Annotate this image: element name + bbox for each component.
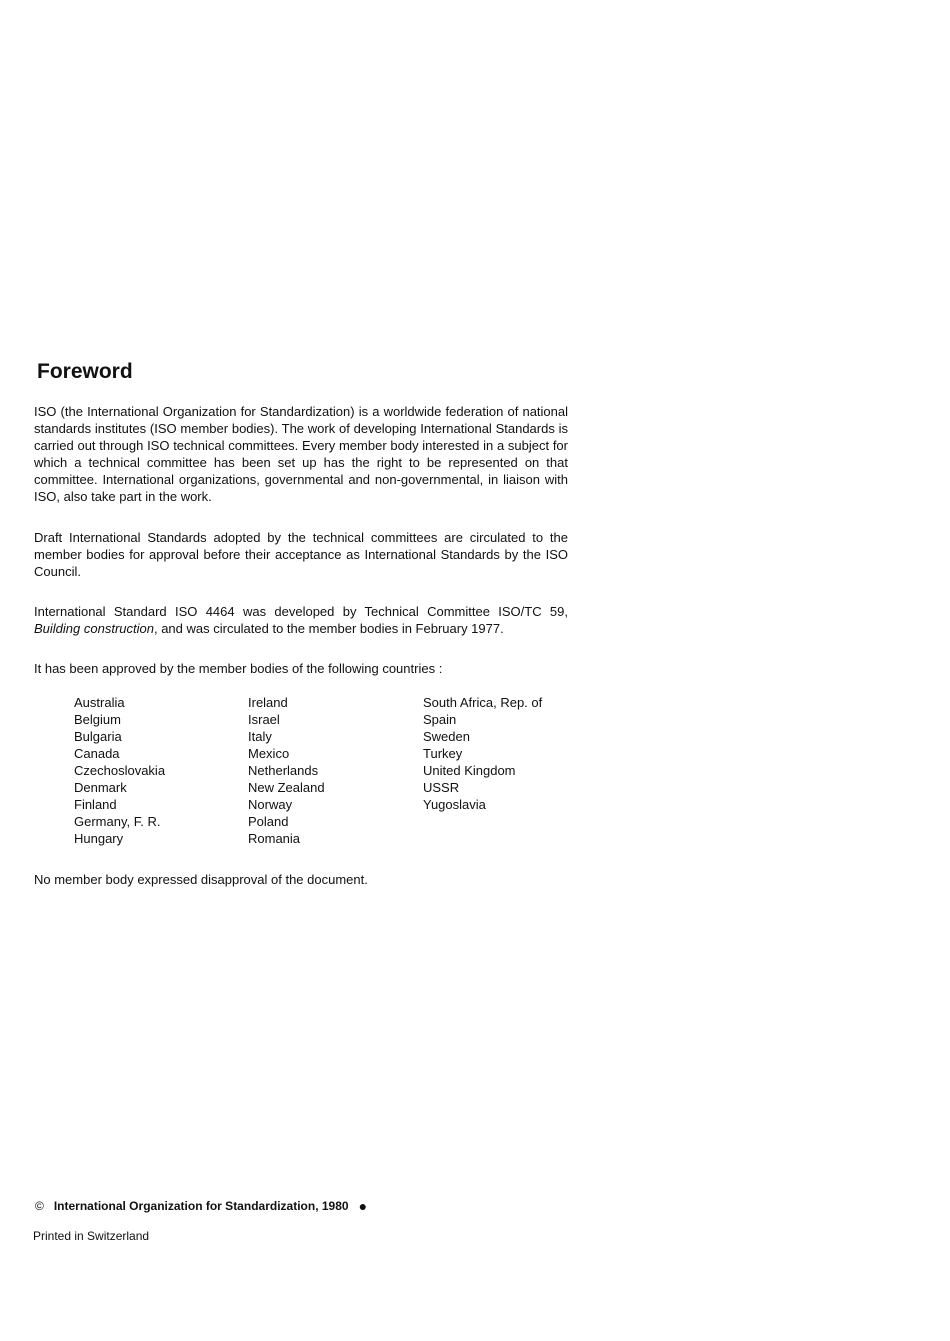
country-column-2: [248, 694, 423, 847]
list-item: Belgium: [74, 712, 121, 727]
list-item: South Africa, Rep. of: [423, 695, 543, 710]
list-item: New Zealand: [248, 780, 325, 795]
list-item: Mexico: [248, 746, 290, 761]
paragraph-draft-standards: Draft International Standards adopted by the technical committees are circulated to the member bodies for approval before their acceptance as International Standards by the ISO Council.: [34, 530, 568, 579]
list-item: Yugoslavia: [423, 797, 486, 812]
list-item: Finland: [74, 797, 117, 812]
paragraph-standard-start: International Standard ISO 4464 was developed by Technical Committee ISO/TC 59,: [34, 604, 568, 619]
disapproval-note: No member body expressed disapproval of the document.: [34, 872, 368, 887]
paragraph-iso-intro: ISO (the International Organization for Standardization) is a worldwide federation of national standards institutes (ISO member bodies). The work of developing International Standards is carried out through ISO technical committees. Every member body interested in a subject for which a technical committee has been set up has the right to be represented on that committee. International organizations, governmental and non-governmental, in liaison with ISO, also take part in the work.: [34, 404, 568, 504]
list-item: Denmark: [74, 780, 127, 795]
page-title: Foreword: [37, 360, 133, 383]
copyright-symbol: ©: [35, 1199, 44, 1213]
list-item: Germany, F. R.: [74, 814, 161, 829]
list-item: Turkey: [423, 746, 463, 761]
bullet-icon: ●: [358, 1198, 368, 1214]
list-item: Israel: [248, 712, 280, 727]
list-item: Canada: [74, 746, 120, 761]
list-item: Sweden: [423, 729, 470, 744]
paragraph-standard-development: [34, 603, 568, 637]
copyright-text: International Organization for Standardization, 1980: [53, 1199, 349, 1213]
paragraph-standard-end: , and was circulated to the member bodies in February 1977.: [153, 621, 504, 636]
list-item: Spain: [423, 712, 457, 727]
country-column-1: [74, 694, 248, 847]
list-item: Bulgaria: [74, 729, 122, 744]
list-item: Czechoslovakia: [74, 763, 166, 778]
approval-intro: It has been approved by the member bodies of the following countries :: [34, 661, 443, 676]
country-column-3: [423, 694, 583, 847]
list-item: Ireland: [248, 695, 288, 710]
list-item: Netherlands: [248, 763, 319, 778]
copyright-line: [35, 1198, 367, 1214]
committee-name: Building construction: [34, 621, 154, 636]
printed-location: Printed in Switzerland: [33, 1229, 150, 1243]
list-item: Hungary: [74, 831, 124, 846]
list-item: Romania: [248, 831, 301, 846]
list-item: Italy: [248, 729, 272, 744]
country-list: [74, 694, 583, 847]
list-item: Poland: [248, 814, 289, 829]
list-item: Norway: [248, 797, 293, 812]
list-item: USSR: [423, 780, 460, 795]
list-item: Australia: [74, 695, 125, 710]
list-item: United Kingdom: [423, 763, 516, 778]
